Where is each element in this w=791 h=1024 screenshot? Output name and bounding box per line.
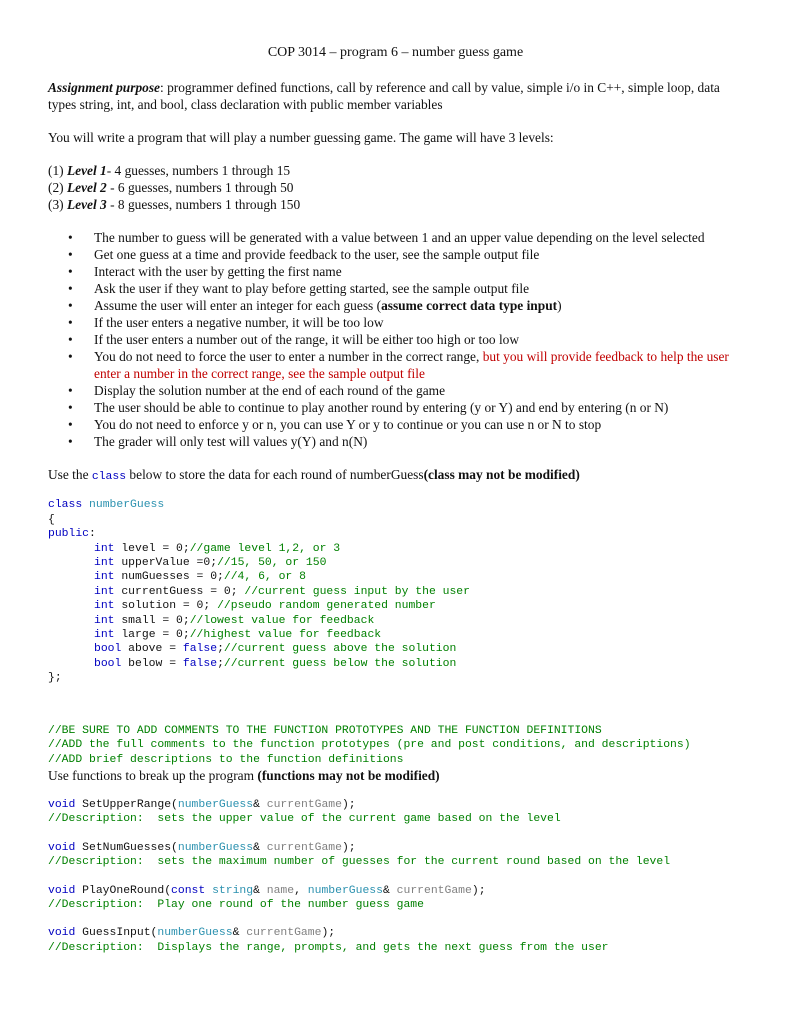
function-prototype: void SetNumGuesses(numberGuess& currentGame); bbox=[48, 841, 356, 854]
class-intro: Use the class below to store the data for each round of numberGuess(class may not be modified) bbox=[48, 467, 580, 483]
requirements-list bbox=[48, 229, 743, 450]
code-comment: //ADD the full comments to the function prototypes (pre and post conditions, and descriptions) bbox=[48, 739, 691, 752]
levels-list bbox=[48, 162, 743, 213]
function-description: //Description: Displays the range, prompts, and gets the next guess from the user bbox=[48, 941, 609, 954]
class-code-block: class numberGuess { public: int level = 0;//game level 1,2, or 3 int upperValue =0;//15, 50, or 150 int numGuesses = 0;//4, 6, or 8 int currentGuess = 0; //current guess input by the user int solution = 0; //pseudo random generated number int small = 0;//lowest value for feedback int large = 0;//highest value for feedback bool above = false;//current guess above the solution bool below = false;//current guess below the solution }; bbox=[48, 498, 743, 685]
list-item: • Interact with the user by getting the first name bbox=[48, 263, 743, 280]
list-item: • Ask the user if they want to play before getting started, see the sample output file bbox=[48, 280, 743, 297]
code-comment: //BE SURE TO ADD COMMENTS TO THE FUNCTION PROTOTYPES AND THE FUNCTION DEFINITIONS bbox=[48, 724, 602, 737]
code-line: int currentGuess = 0; //current guess input by the user bbox=[94, 585, 470, 598]
code-line: int large = 0;//highest value for feedback bbox=[94, 629, 382, 642]
functions-block bbox=[48, 798, 743, 955]
code-line: int numGuesses = 0;//4, 6, or 8 bbox=[94, 571, 306, 584]
list-item: • If the user enters a negative number, it will be too low bbox=[48, 314, 743, 331]
function-description: //Description: Play one round of the number guess game bbox=[48, 898, 424, 911]
function-prototype: void SetUpperRange(numberGuess& currentGame); bbox=[48, 798, 356, 811]
list-item: • The user should be able to continue to play another round by entering (y or Y) and end by entering (n or N) bbox=[48, 399, 743, 416]
function-description: //Description: sets the upper value of the current game based on the level bbox=[48, 813, 561, 826]
level-item: (2) Level 2 - 6 guesses, numbers 1 through 50 bbox=[48, 180, 294, 195]
function-description: //Description: sets the maximum number of guesses for the current round based on the level bbox=[48, 856, 671, 869]
document-title: COP 3014 – program 6 – number guess game bbox=[267, 45, 524, 60]
code-comment: //ADD brief descriptions to the function definitions bbox=[48, 753, 404, 766]
code-line: bool below = false;//current guess below the solution bbox=[94, 657, 457, 670]
assignment-purpose bbox=[48, 79, 743, 113]
list-item: • If the user enters a number out of the range, it will be either too high or too low bbox=[48, 331, 743, 348]
code-line: int upperValue =0;//15, 50, or 150 bbox=[94, 557, 327, 570]
list-item: • Display the solution number at the end of each round of the game bbox=[48, 382, 743, 399]
functions-intro: Use functions to break up the program (functions may not be modified) bbox=[48, 767, 440, 783]
purpose-text: : programmer defined functions, call by reference and call by value, simple i/o in C++, simple loop, data types string, int, and bool, class declaration with public member variables bbox=[48, 80, 720, 112]
level-item: (3) Level 3 - 8 guesses, numbers 1 through 150 bbox=[48, 197, 301, 212]
code-line: int small = 0;//lowest value for feedback bbox=[94, 614, 375, 627]
list-item: • The grader will only test will values y(Y) and n(N) bbox=[48, 433, 743, 450]
function-prototype: void PlayOneRound(const string& name, numberGuess& currentGame); bbox=[48, 884, 486, 897]
code-line: int solution = 0; //pseudo random generated number bbox=[94, 600, 436, 613]
purpose-label: Assignment purpose bbox=[48, 80, 160, 95]
intro-paragraph: You will write a program that will play a number guessing game. The game will have 3 levels: bbox=[48, 130, 554, 145]
list-item: • Assume the user will enter an integer for each guess (assume correct data type input) bbox=[48, 297, 743, 314]
code-line: bool above = false;//current guess above the solution bbox=[94, 643, 457, 656]
comments-block bbox=[48, 724, 743, 767]
code-line: int level = 0;//game level 1,2, or 3 bbox=[94, 542, 341, 555]
function-prototype: void GuessInput(numberGuess& currentGame); bbox=[48, 927, 336, 940]
list-item: • You do not need to enforce y or n, you can use Y or y to continue or you can use n or N to stop bbox=[48, 416, 743, 433]
list-item: • Get one guess at a time and provide feedback to the user, see the sample output file bbox=[48, 246, 743, 263]
level-item: (1) Level 1- 4 guesses, numbers 1 through 15 bbox=[48, 163, 291, 178]
list-item: • You do not need to force the user to enter a number in the correct range, but you will provide feedback to help the user enter a number in the correct range, see the sample output file bbox=[48, 348, 743, 382]
list-item: • The number to guess will be generated with a value between 1 and an upper value depending on the level selected bbox=[48, 229, 743, 246]
